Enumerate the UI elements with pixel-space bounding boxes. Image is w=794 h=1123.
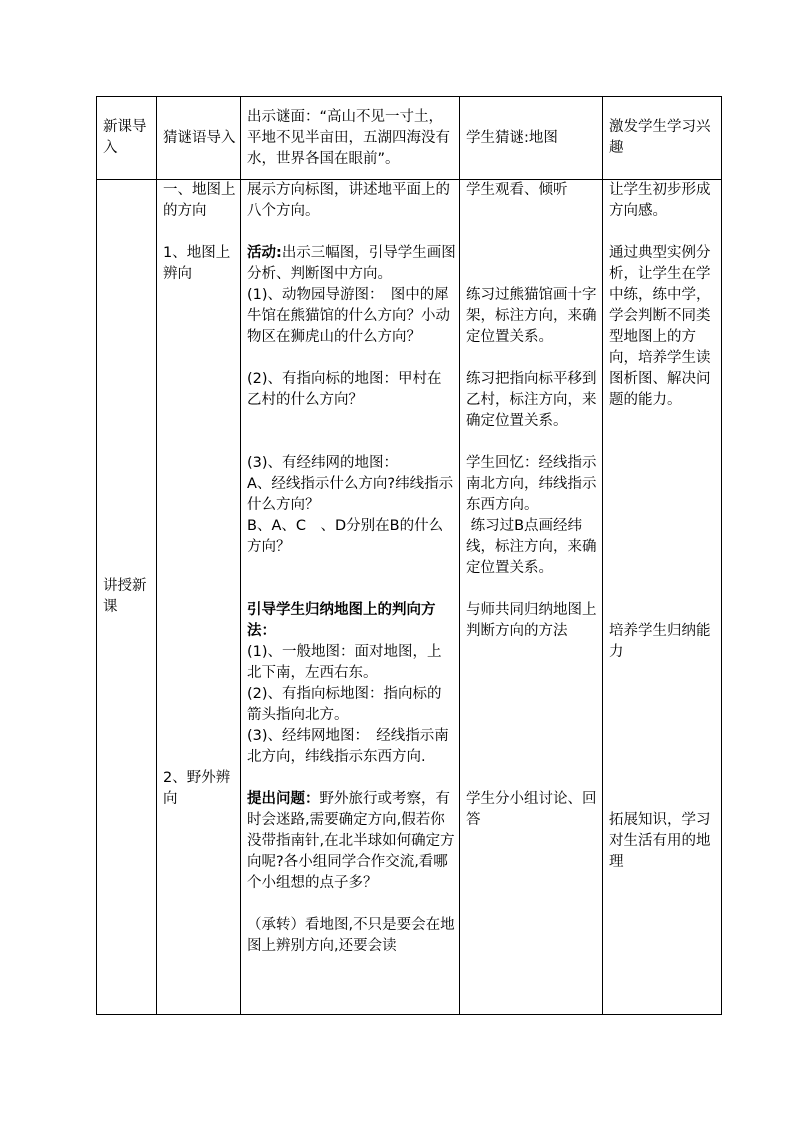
teacher-p4: (2)、有指向标的地图：甲村在乙村的什么方向？ <box>247 371 442 408</box>
purpose-p2: 通过典型实例分析，让学生在学中练，练中学，学会判断不同类型地图上的方向，培养学生读图析图、解决问题的能力。 <box>609 245 711 408</box>
intro-teacher-text: 出示谜面：“高山不见一寸土，平地不见半亩田，五湖四海没有水，世界各国在眼前”。 <box>247 108 450 167</box>
purpose-p4: 拓展知识，学习对生活有用的地理 <box>609 812 711 870</box>
activity-text: 出示三幅图，引导学生画图分析、判断图中方向。 <box>247 245 456 282</box>
purpose-p3: 培养学生归纳能力 <box>609 623 711 660</box>
teacher-p7: B、A、C 、D分别在B的什么方向？ <box>247 518 444 555</box>
teacher-p3: (1)、动物园导游图： 图中的犀牛馆在熊猫馆的什么方向？小动物区在狮虎山的什么方向？ <box>247 287 450 345</box>
teacher-p1: 展示方向标图，讲述地平面上的八个方向。 <box>247 182 450 219</box>
section-title: 一、地图上的方向 <box>163 182 236 219</box>
teacher-p5: (3)、有经纬网的地图： <box>247 455 399 471</box>
question-text: 野外旅行或考察，有时会迷路,需要确定方向,假若你没带指南针,在北半球如何确定方向呢?各小组同学合作交流,看哪个小组想的点子多？ <box>247 791 455 891</box>
table-row-intro <box>97 97 722 180</box>
student-p3: 练习把指向标平移到乙村，标注方向，来确定位置关系。 <box>466 371 597 429</box>
intro-student-text: 学生猜谜:地图 <box>466 129 558 146</box>
lesson-plan-table <box>96 96 722 1015</box>
question-label: 提出问题： <box>247 791 320 807</box>
intro-method-text: 猜谜语导入 <box>163 129 236 146</box>
table-row-main <box>97 180 722 1015</box>
intro-method-cell <box>157 97 241 180</box>
student-p2: 练习过熊猫馆画十字架，标注方向，来确定位置关系。 <box>466 287 597 345</box>
main-purpose-cell <box>603 180 722 1015</box>
main-student-cell <box>460 180 603 1015</box>
teacher-p9: (1)、一般地图：面对地图，上北下南，左西右东。 <box>247 644 442 681</box>
subsection-field-direction: 2、野外辨向 <box>163 770 231 807</box>
main-teacher-cell <box>241 180 460 1015</box>
student-p7: 学生分小组讨论、回答 <box>466 791 597 828</box>
teacher-summary-heading: 引导学生归纳地图上的判向方法： <box>247 602 436 639</box>
main-method-cell <box>157 180 241 1015</box>
teacher-p13: （承转）看地图,不只是要会在地图上辨别方向,还要会读 <box>247 917 455 954</box>
student-p5: 练习过B点画经纬线，标注方向，来确定位置关系。 <box>466 518 597 576</box>
main-stage-text: 讲授新课 <box>103 578 147 615</box>
teacher-activity <box>247 243 456 285</box>
intro-purpose-text: 激发学生学习兴趣 <box>609 119 711 156</box>
student-p6: 与师共同归纳地图上判断方向的方法 <box>466 602 597 639</box>
teacher-p6: A、经线指示什么方向?纬线指示什么方向？ <box>247 476 454 513</box>
intro-stage-text: 新课导入 <box>103 119 147 156</box>
main-stage-cell <box>97 180 157 1015</box>
intro-student-cell <box>460 97 603 180</box>
teacher-question <box>247 789 456 894</box>
intro-purpose-cell <box>603 97 722 180</box>
teacher-p11: (3)、经纬网地图： 经线指示南北方向，纬线指示东西方向. <box>247 728 449 765</box>
student-p1: 学生观看、倾听 <box>466 182 568 198</box>
student-p4: 学生回忆：经线指示南北方向，纬线指示东西方向。 <box>466 455 597 513</box>
activity-label: 活动: <box>247 245 282 261</box>
purpose-p1: 让学生初步形成方向感。 <box>609 182 711 219</box>
subsection-map-direction: 1、地图上辨向 <box>163 245 231 282</box>
intro-stage-cell <box>97 97 157 180</box>
intro-teacher-cell <box>241 97 460 180</box>
teacher-p10: (2)、有指向标地图：指向标的箭头指向北方。 <box>247 686 442 723</box>
